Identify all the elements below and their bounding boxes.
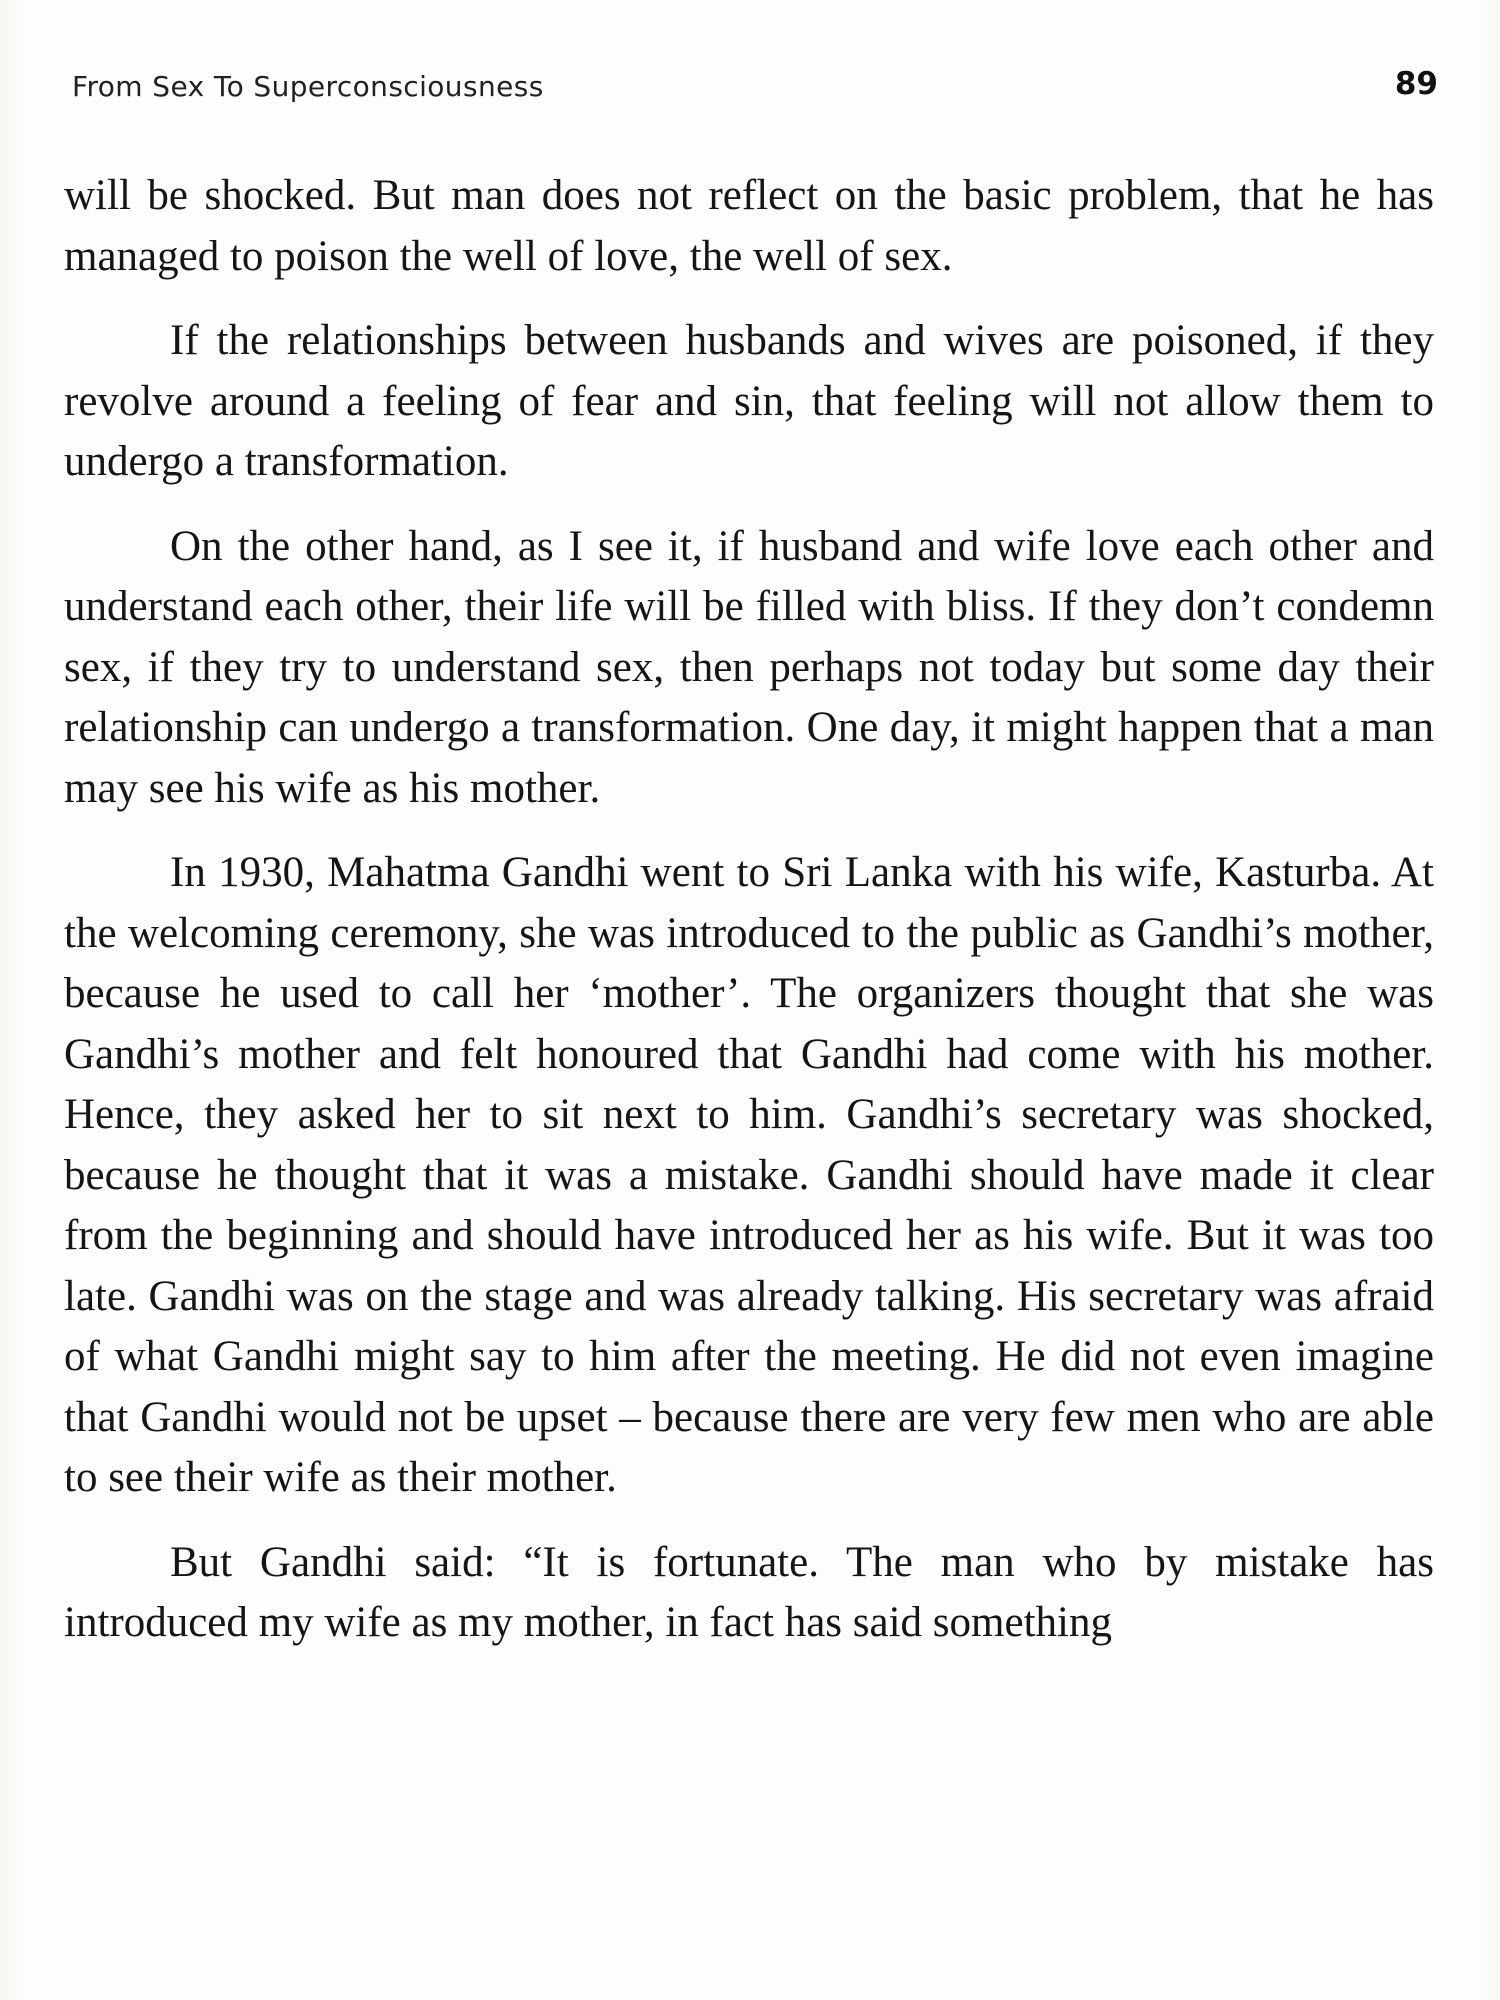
body-text [64, 166, 1434, 1678]
paragraph-continuation: will be shocked. But man does not reflect on the basic problem, that he has managed to poison the well of love, the well of sex. [64, 172, 1434, 280]
page-number: 89 [1394, 66, 1438, 102]
paragraph: But Gandhi said: “It is fortunate. The man who by mistake has introduced my wife as my mother, in fact has said something [64, 1538, 1434, 1646]
paragraph: In 1930, Mahatma Gandhi went to Sri Lanka with his wife, Kasturba. At the welcoming ceremony, she was introduced to the public as Gandhi’s mother, because he used to call her ‘mother’. The organizers thought that she was Gandhi’s mother and felt honoured that Gandhi had come with his mother. Hence, they asked her to sit next to him. Gandhi’s secretary was shocked, because he thought that it was a mistake. Gandhi should have made it clear from the beginning and should have introduced her as his wife. But it was too late. Gandhi was on the stage and was already talking. His secretary was afraid of what Gandhi might say to him after the meeting. He did not even imagine that Gandhi would not be upset – because there are very few men who are able to see their wife as their mother. [64, 849, 1434, 1501]
paragraph: If the relationships between husbands and wives are poisoned, if they revolve around a feeling of fear and sin, that feeling will not allow them to undergo a transformation. [64, 317, 1434, 485]
running-title: From Sex To Superconsciousness [72, 70, 544, 103]
paragraph: On the other hand, as I see it, if husband and wife love each other and understand each other, their life will be filled with bliss. If they don’t condemn sex, if they try to understand sex, then perhaps not today but some day their relationship can undergo a transformation. One day, it might happen that a man may see his wife as his mother. [64, 522, 1434, 812]
